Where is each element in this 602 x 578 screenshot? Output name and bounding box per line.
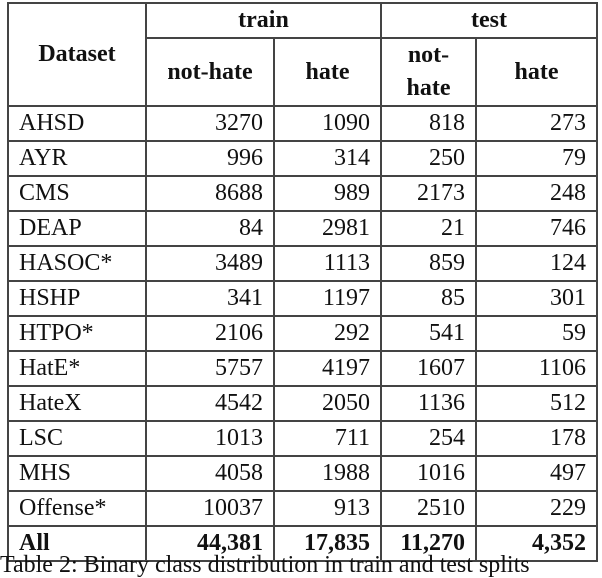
- header-train-not-hate: not-hate: [146, 38, 274, 106]
- count-cell: 746: [476, 211, 597, 246]
- count-cell: 178: [476, 421, 597, 456]
- header-train-hate: hate: [274, 38, 381, 106]
- table-caption: Table 2: Binary class distribution in train and test splits: [0, 552, 530, 578]
- table-row: [8, 316, 597, 351]
- dataset-name: HateX: [8, 386, 146, 421]
- dataset-name: MHS: [8, 456, 146, 491]
- count-cell: 10037: [146, 491, 274, 526]
- count-cell: 1113: [274, 246, 381, 281]
- count-cell: 1013: [146, 421, 274, 456]
- count-cell: 989: [274, 176, 381, 211]
- dataset-name: HTPO*: [8, 316, 146, 351]
- dataset-name: HASOC*: [8, 246, 146, 281]
- count-cell: 1136: [381, 386, 476, 421]
- count-cell: 8688: [146, 176, 274, 211]
- count-cell: 1988: [274, 456, 381, 491]
- count-cell: 250: [381, 141, 476, 176]
- count-cell: 17,835: [274, 526, 381, 561]
- table-body: [8, 106, 597, 561]
- table-row: [8, 386, 597, 421]
- header-train: train: [146, 3, 381, 38]
- count-cell: 859: [381, 246, 476, 281]
- count-cell: 2050: [274, 386, 381, 421]
- count-cell: 4058: [146, 456, 274, 491]
- count-cell: 4,352: [476, 526, 597, 561]
- count-cell: 5757: [146, 351, 274, 386]
- count-cell: 2510: [381, 491, 476, 526]
- count-cell: 254: [381, 421, 476, 456]
- table-row: [8, 351, 597, 386]
- header-row-groups: [8, 3, 597, 38]
- dataset-name: CMS: [8, 176, 146, 211]
- dataset-name: AYR: [8, 141, 146, 176]
- count-cell: 4542: [146, 386, 274, 421]
- count-cell: 314: [274, 141, 381, 176]
- dataset-name: HSHP: [8, 281, 146, 316]
- count-cell: 512: [476, 386, 597, 421]
- table-row: [8, 421, 597, 456]
- count-cell: 711: [274, 421, 381, 456]
- table-row: [8, 106, 597, 141]
- count-cell: 1197: [274, 281, 381, 316]
- dataset-name: All: [8, 526, 146, 561]
- count-cell: 913: [274, 491, 381, 526]
- count-cell: 79: [476, 141, 597, 176]
- count-cell: 59: [476, 316, 597, 351]
- count-cell: 541: [381, 316, 476, 351]
- header-test-not-hate: not-hate: [381, 38, 476, 106]
- count-cell: 3270: [146, 106, 274, 141]
- count-cell: 1016: [381, 456, 476, 491]
- count-cell: 818: [381, 106, 476, 141]
- table-row: [8, 491, 597, 526]
- header-test: test: [381, 3, 597, 38]
- count-cell: 497: [476, 456, 597, 491]
- count-cell: 292: [274, 316, 381, 351]
- count-cell: 1090: [274, 106, 381, 141]
- dataset-name: LSC: [8, 421, 146, 456]
- count-cell: 1106: [476, 351, 597, 386]
- table-row: [8, 246, 597, 281]
- header-test-hate: hate: [476, 38, 597, 106]
- count-cell: 248: [476, 176, 597, 211]
- count-cell: 85: [381, 281, 476, 316]
- count-cell: 11,270: [381, 526, 476, 561]
- count-cell: 273: [476, 106, 597, 141]
- table-row: [8, 141, 597, 176]
- dataset-name: AHSD: [8, 106, 146, 141]
- dataset-distribution-table: [7, 2, 598, 562]
- dataset-name: Offense*: [8, 491, 146, 526]
- dataset-name: HatE*: [8, 351, 146, 386]
- dataset-name: DEAP: [8, 211, 146, 246]
- count-cell: 124: [476, 246, 597, 281]
- count-cell: 1607: [381, 351, 476, 386]
- count-cell: 3489: [146, 246, 274, 281]
- table-row: [8, 456, 597, 491]
- count-cell: 44,381: [146, 526, 274, 561]
- count-cell: 341: [146, 281, 274, 316]
- count-cell: 2106: [146, 316, 274, 351]
- table-row: [8, 176, 597, 211]
- count-cell: 2981: [274, 211, 381, 246]
- header-dataset: Dataset: [8, 3, 146, 106]
- table-row: [8, 211, 597, 246]
- count-cell: 21: [381, 211, 476, 246]
- count-cell: 2173: [381, 176, 476, 211]
- table-row: [8, 281, 597, 316]
- count-cell: 84: [146, 211, 274, 246]
- count-cell: 996: [146, 141, 274, 176]
- count-cell: 229: [476, 491, 597, 526]
- count-cell: 4197: [274, 351, 381, 386]
- count-cell: 301: [476, 281, 597, 316]
